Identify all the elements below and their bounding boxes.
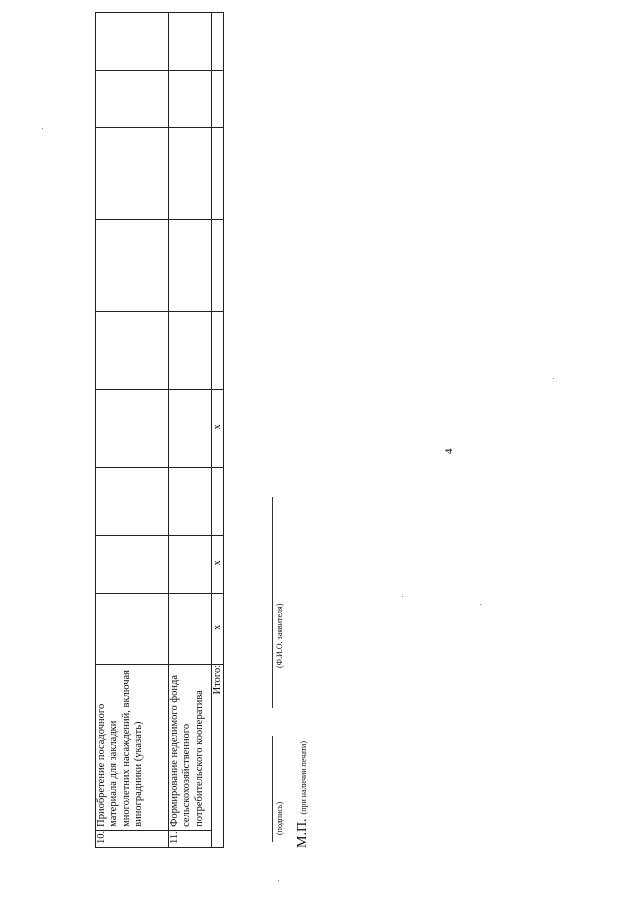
total-cell	[212, 12, 224, 70]
table-cell	[169, 127, 212, 219]
table-cell	[96, 127, 169, 219]
table-cell	[169, 593, 212, 664]
scan-speck	[42, 128, 43, 129]
stamp-place	[293, 741, 311, 848]
table-cell	[169, 70, 212, 127]
table-cell	[96, 389, 169, 467]
table-cell	[96, 535, 169, 593]
expense-table	[95, 12, 224, 848]
total-cell	[212, 127, 224, 219]
page-number: 4	[443, 448, 455, 454]
stamp-label: М.П.	[295, 818, 310, 848]
total-cell: x	[212, 389, 224, 467]
row-name: Приобретение посадочного материала для закладки многолетних насаждений, включая виноградники (указать)	[96, 664, 169, 830]
table-row	[169, 12, 212, 847]
total-label: Итого:	[212, 664, 224, 847]
total-cell: x	[212, 593, 224, 664]
name-line	[272, 497, 273, 708]
total-row	[212, 12, 224, 847]
row-name: Формирование неделимого фонда сельскохозяйственного потребительского кооператива	[169, 664, 212, 830]
total-cell	[212, 467, 224, 535]
table-cell	[96, 311, 169, 389]
table-cell	[169, 12, 212, 70]
table-cell	[169, 311, 212, 389]
table-cell	[96, 219, 169, 311]
rotated-page-content	[95, 0, 640, 905]
table-row	[96, 12, 169, 847]
total-cell	[212, 311, 224, 389]
name-caption: (Ф.И.О. заявителя)	[275, 603, 284, 668]
table-cell	[96, 70, 169, 127]
total-cell	[212, 219, 224, 311]
table-cell	[169, 219, 212, 311]
total-cell: x	[212, 535, 224, 593]
signature-caption: (подпись)	[275, 801, 284, 835]
table-cell	[169, 535, 212, 593]
table-cell	[96, 12, 169, 70]
stamp-note: (при наличии печати)	[299, 741, 308, 815]
table-cell	[96, 467, 169, 535]
row-number: 10.	[96, 830, 169, 847]
total-cell	[212, 70, 224, 127]
table-cell	[169, 389, 212, 467]
table-cell	[169, 467, 212, 535]
table-cell	[96, 593, 169, 664]
row-number: 11.	[169, 830, 212, 847]
signature-line	[272, 736, 273, 842]
